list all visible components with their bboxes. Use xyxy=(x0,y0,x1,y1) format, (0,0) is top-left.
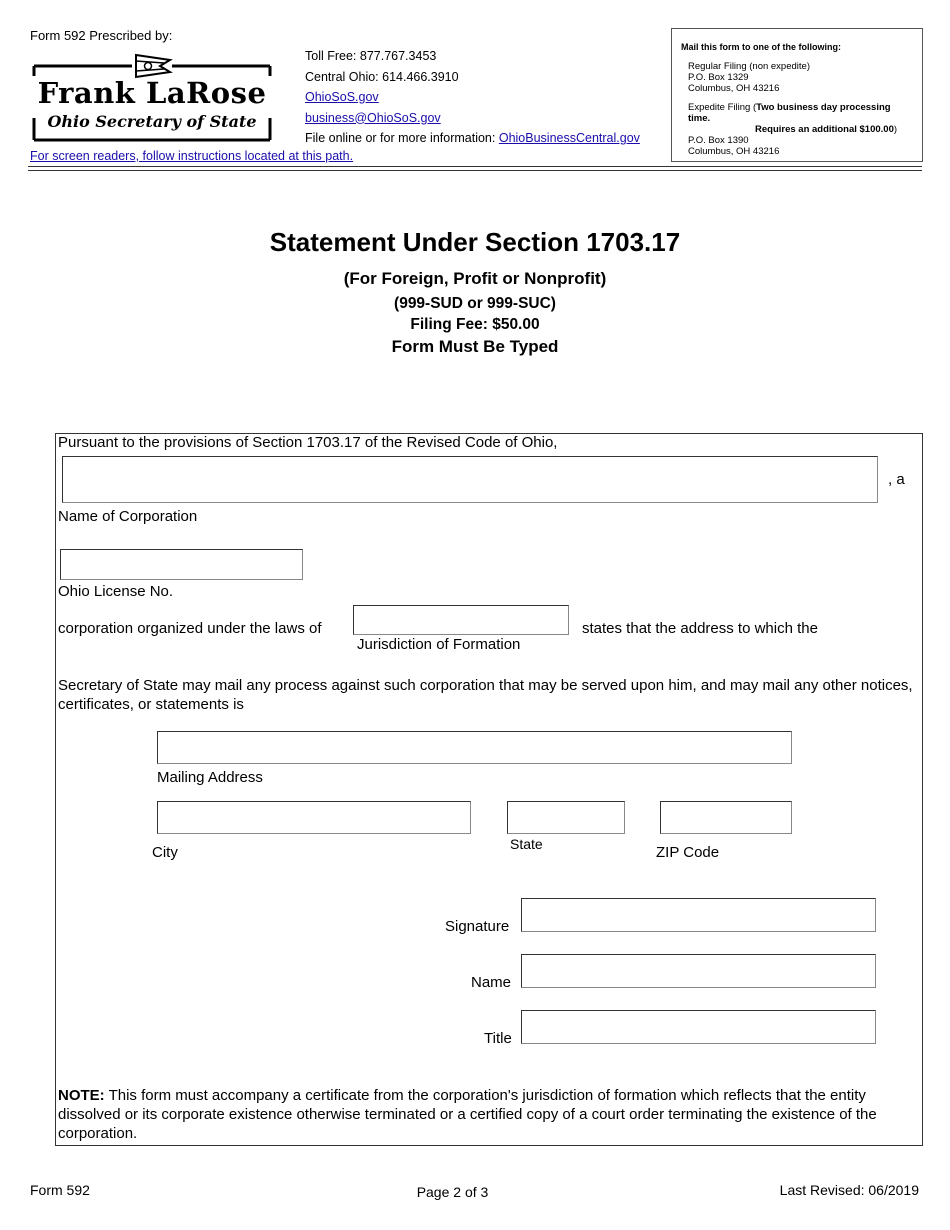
mailing-address-label: Mailing Address xyxy=(157,769,263,786)
state-input[interactable] xyxy=(507,801,625,834)
after-name-text: , a xyxy=(888,471,905,488)
regular-po-box: P.O. Box 1329 xyxy=(688,72,749,83)
header-divider-top xyxy=(28,166,922,167)
corporation-name-input[interactable] xyxy=(62,456,878,503)
city-label: City xyxy=(152,844,178,861)
intro-text: Pursuant to the provisions of Section 1703.17 of the Revised Code of Ohio, xyxy=(58,434,558,451)
logo-name: Frank LaRose xyxy=(37,76,267,110)
jurisdiction-input[interactable] xyxy=(353,605,569,635)
logo-bracket-icon xyxy=(32,114,272,144)
form-subtitle: (For Foreign, Profit or Nonprofit) xyxy=(343,269,607,288)
title-label: Title xyxy=(484,1030,512,1047)
corporation-name-label: Name of Corporation xyxy=(58,508,198,525)
prescribed-by: Form 592 Prescribed by: xyxy=(30,28,173,43)
jurisdiction-label: Jurisdiction of Formation xyxy=(357,636,521,653)
expedite-fee-note: Requires an additional $100.00) xyxy=(755,124,898,135)
contact-info xyxy=(305,46,640,149)
mail-box-title: Mail this form to one of the following: xyxy=(681,42,841,52)
signature-input[interactable] xyxy=(521,898,876,932)
signature-label: Signature xyxy=(445,918,510,935)
central-ohio-phone: Central Ohio: 614.466.3910 xyxy=(305,69,459,84)
ohio-license-label: Ohio License No. xyxy=(58,583,174,600)
process-text: Secretary of State may mail any process against such corporation that may be served upon him, and may mail any other notices, certificates, or statements is xyxy=(58,677,913,713)
mail-instructions-box xyxy=(671,28,923,162)
expedite-city: Columbus, OH 43216 xyxy=(688,146,780,157)
expedite-filing-label: Expedite Filing (Two business day processing time. xyxy=(688,102,891,124)
city-input[interactable] xyxy=(157,801,471,834)
state-label: State xyxy=(510,836,543,852)
regular-filing-label: Regular Filing (non expedite) xyxy=(688,61,810,72)
footer-page-number: Page 2 of 3 xyxy=(416,1184,489,1200)
typed-notice: Form Must Be Typed xyxy=(391,337,559,356)
footer-form-number: Form 592 xyxy=(30,1182,90,1198)
form-title: Statement Under Section 1703.17 xyxy=(269,227,681,257)
filing-note: NOTE: This form must accompany a certificate from the corporation's jurisdiction of formation which reflects that the entity dissolved or its corporate existence otherwise terminated or a certified copy of a court order terminating the existence of the corporation. xyxy=(58,1087,877,1142)
expedite-po-box: P.O. Box 1390 xyxy=(688,135,749,146)
form-codes: (999-SUD or 999-SUC) xyxy=(394,295,556,312)
email-link[interactable]: business@OhioSoS.gov xyxy=(305,110,441,125)
zip-code-label: ZIP Code xyxy=(656,844,720,861)
title-input[interactable] xyxy=(521,1010,876,1044)
zip-code-input[interactable] xyxy=(660,801,792,834)
mailing-address-input[interactable] xyxy=(157,731,792,764)
website-link[interactable]: OhioSoS.gov xyxy=(305,90,379,104)
footer-last-revised: Last Revised: 06/2019 xyxy=(779,1182,919,1198)
filing-fee: Filing Fee: $50.00 xyxy=(410,316,540,333)
regular-city: Columbus, OH 43216 xyxy=(688,83,780,94)
sos-logo xyxy=(32,52,272,144)
ohio-license-input[interactable] xyxy=(60,549,303,580)
name-label: Name xyxy=(471,974,512,991)
logo-subtitle: Ohio Secretary of State xyxy=(47,112,257,131)
organized-suffix-text: states that the address to which the xyxy=(582,620,818,637)
screen-reader-link[interactable]: For screen readers, follow instructions located at this path. xyxy=(30,149,354,163)
header-divider-bottom xyxy=(28,170,922,171)
name-input[interactable] xyxy=(521,954,876,988)
organized-prefix-text: corporation organized under the laws of xyxy=(58,620,322,637)
file-online-text: File online or for more information: xyxy=(305,131,499,145)
toll-free: Toll Free: 877.767.3453 xyxy=(305,49,437,63)
business-central-link[interactable]: OhioBusinessCentral.gov xyxy=(498,131,640,145)
